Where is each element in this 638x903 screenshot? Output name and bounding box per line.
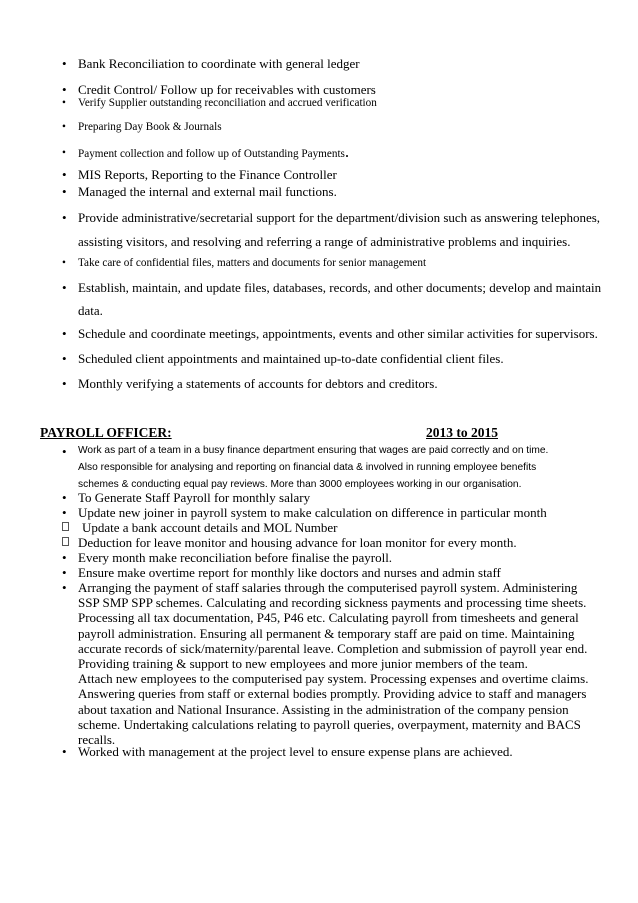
paragraph-line: Answering queries from staff or external bodies promptly. Providing advice to staff and managers	[78, 686, 587, 702]
section-dates: 2013 to 2015	[426, 425, 498, 440]
paragraph-line: Providing training & support to new employees and more junior members of the team.	[78, 655, 528, 671]
bullet: •	[62, 56, 67, 71]
bullet: •	[62, 167, 67, 182]
bullet: •	[62, 580, 67, 595]
list-item	[62, 82, 602, 98]
item-text: Managed the internal and external mail functions.	[78, 184, 337, 199]
item-text: Bank Reconciliation to coordinate with general ledger	[78, 56, 360, 71]
list-item	[62, 744, 602, 760]
paragraph-line: recalls.	[78, 731, 116, 747]
list-item	[62, 142, 602, 161]
list-item	[62, 167, 602, 183]
bullet: •	[62, 184, 67, 199]
list-item	[62, 257, 602, 269]
item-text: Monthly verifying a statements of accounts for debtors and creditors.	[78, 376, 438, 391]
list-item-continuation	[78, 303, 602, 319]
box-bullet-icon	[62, 522, 69, 531]
list-item	[62, 184, 602, 200]
section-title: PAYROLL OFFICER:	[40, 425, 172, 440]
paragraph-line: payroll administration. Ensuring all permanent & temporary staff are paid on time. Maintaining	[78, 625, 575, 641]
bullet: •	[62, 280, 67, 295]
arranging-paragraph	[62, 580, 602, 747]
item-text: To Generate Staff Payroll for monthly salary	[78, 490, 311, 505]
bullet: •	[62, 82, 67, 97]
paragraph-line: scheme. Undertaking calculations relating to payroll queries, overpayment, maternity and BACS	[78, 716, 581, 732]
bullet: •	[62, 490, 67, 505]
bullet: •	[62, 550, 67, 565]
paragraph-line: about taxation and National Insurance. Assisting in the administration of the company pension	[78, 701, 569, 717]
item-text: Scheduled client appointments and maintained up-to-date confidential client files.	[78, 351, 504, 366]
intro-line: Work as part of a team in a busy finance department ensuring that wages are paid correctly and on time.	[78, 445, 549, 456]
item-text: Worked with management at the project level to ensure expense plans are achieved.	[78, 744, 513, 759]
item-text: Update new joiner in payroll system to make calculation on difference in particular month	[78, 505, 547, 520]
item-text: Deduction for leave monitor and housing advance for loan monitor for every month.	[78, 535, 517, 550]
item-text: assisting visitors, and resolving and referring a range of administrative problems and inquiries.	[78, 234, 571, 249]
bullet: •	[62, 444, 67, 459]
bullet: •	[62, 744, 67, 759]
bullet: •	[62, 376, 67, 391]
item-text: Verify Supplier outstanding reconciliation and accrued verification	[78, 97, 377, 109]
bullet: •	[62, 351, 67, 366]
item-text: Update a bank account details and MOL Number	[82, 520, 338, 535]
item-text: Ensure make overtime report for monthly like doctors and nurses and admin staff	[78, 565, 501, 580]
item-text: MIS Reports, Reporting to the Finance Controller	[78, 167, 337, 182]
paragraph-line: Processing all tax documentation, P45, P46 etc. Calculating payroll from timesheets and general	[78, 610, 579, 626]
list-item	[62, 490, 602, 506]
item-text: Payment collection and follow up of Outstanding Payments	[78, 148, 345, 160]
list-item	[62, 505, 602, 521]
list-item-continuation	[78, 234, 602, 250]
bullet: •	[62, 326, 67, 341]
bullet: •	[62, 257, 66, 269]
list-item	[62, 56, 602, 72]
list-item	[62, 210, 602, 226]
bullet: •	[62, 565, 67, 580]
paragraph-line: Arranging the payment of staff salaries through the computerised payroll system. Administering	[78, 580, 578, 595]
bullet: •	[62, 505, 67, 520]
list-item	[62, 376, 602, 392]
list-item	[62, 280, 602, 296]
paragraph-line: Attach new employees to the computerised pay system. Processing expenses and overtime claims.	[78, 671, 589, 687]
item-text: Preparing Day Book & Journals	[78, 121, 222, 133]
box-bullet-icon	[62, 537, 69, 546]
list-item	[62, 326, 602, 342]
item-text: Take care of confidential files, matters and documents for senior management	[78, 257, 427, 269]
item-text: Establish, maintain, and update files, databases, records, and other documents; develop and maintain	[78, 280, 602, 295]
list-item	[62, 565, 602, 581]
list-item	[62, 121, 602, 133]
item-text: Provide administrative/secretarial support for the department/division such as answering telephones,	[78, 210, 601, 225]
paragraph-line: accurate records of sick/maternity/parental leave. Completion and submission of payroll year end.	[78, 640, 588, 656]
list-item	[78, 535, 602, 551]
paragraph-line: SSP SMP SPP schemes. Calculating and recording sickness payments and processing time sheets.	[78, 595, 587, 611]
list-item	[62, 550, 602, 566]
item-text: Credit Control/ Follow up for receivables with customers	[78, 82, 376, 97]
item-text: Every month make reconciliation before finalise the payroll.	[78, 550, 393, 565]
list-item	[78, 520, 602, 536]
item-text: Schedule and coordinate meetings, appointments, events and other similar activities for supervisors.	[78, 326, 598, 341]
bullet: •	[62, 97, 66, 109]
intro-line: schemes & conducting equal pay reviews. More than 3000 employees working in our organisation.	[78, 479, 522, 490]
item-text: data.	[78, 303, 103, 318]
list-item	[62, 97, 602, 109]
bullet: •	[62, 210, 67, 225]
period-mark: .	[344, 142, 350, 161]
intro-paragraph	[62, 444, 602, 496]
bullet: •	[62, 121, 66, 133]
bullet: •	[62, 147, 66, 159]
intro-line: Also responsible for analysing and reporting on financial data & involved in running employee benefits	[78, 462, 537, 473]
list-item	[62, 351, 602, 367]
